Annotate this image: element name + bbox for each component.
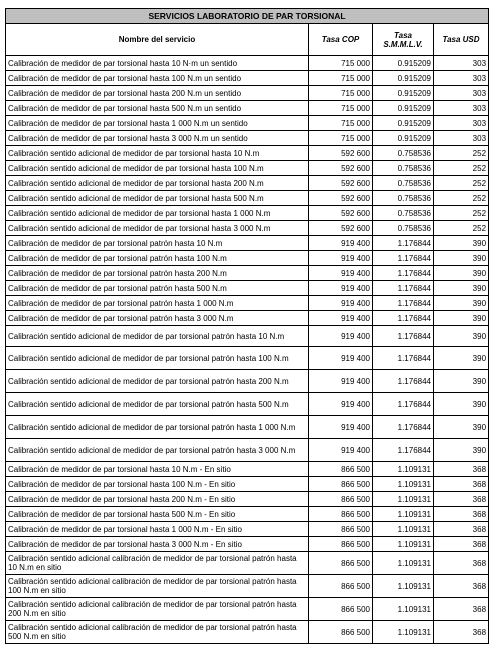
service-name-cell: Calibración sentido adicional calibración de medidor de par torsional patrón hasta 500 N.m en sitio: [6, 621, 309, 644]
rate-smmlv-cell: 0.758536: [373, 221, 434, 236]
rate-smmlv-cell: 1.176844: [373, 311, 434, 326]
service-name-cell: Calibración sentido adicional de medidor de par torsional hasta 500 N.m: [6, 191, 309, 206]
table-row: [6, 131, 489, 146]
service-name-cell: Calibración de medidor de par torsional hasta 200 N.m - En sitio: [6, 492, 309, 507]
rate-usd-cell: 368: [434, 462, 489, 477]
service-name-cell: Calibración de medidor de par torsional hasta 500 N.m un sentido: [6, 101, 309, 116]
rate-smmlv-cell: 0.758536: [373, 176, 434, 191]
service-name-cell: Calibración sentido adicional de medidor de par torsional patrón hasta 200 N.m: [6, 370, 309, 393]
service-name-cell: Calibración de medidor de par torsional hasta 10 N·m un sentido: [6, 56, 309, 71]
table-row: [6, 621, 489, 644]
rate-smmlv-cell: 0.915209: [373, 56, 434, 71]
service-name-cell: Calibración sentido adicional de medidor de par torsional hasta 10 N.m: [6, 146, 309, 161]
table-row: [6, 236, 489, 251]
service-name-cell: Calibración sentido adicional de medidor de par torsional patrón hasta 10 N.m: [6, 326, 309, 347]
rate-usd-cell: 390: [434, 281, 489, 296]
rate-usd-cell: 368: [434, 598, 489, 621]
table-title-row: [6, 9, 489, 24]
service-name-cell: Calibración de medidor de par torsional hasta 10 N.m - En sitio: [6, 462, 309, 477]
table-row: [6, 522, 489, 537]
rate-cop-cell: 866 500: [309, 477, 373, 492]
rate-smmlv-cell: 1.176844: [373, 393, 434, 416]
rate-usd-cell: 303: [434, 56, 489, 71]
rate-smmlv-cell: 0.915209: [373, 116, 434, 131]
table-row: [6, 251, 489, 266]
table-row: [6, 311, 489, 326]
table-row: [6, 462, 489, 477]
header-rate-cop: Tasa COP: [309, 24, 373, 56]
table-row: [6, 439, 489, 462]
rate-usd-cell: 368: [434, 621, 489, 644]
service-name-cell: Calibración de medidor de par torsional hasta 200 N.m un sentido: [6, 86, 309, 101]
rate-usd-cell: 390: [434, 326, 489, 347]
rate-smmlv-cell: 1.176844: [373, 370, 434, 393]
services-table-container: [5, 8, 488, 644]
rate-usd-cell: 252: [434, 221, 489, 236]
table-row: [6, 71, 489, 86]
rate-smmlv-cell: 0.758536: [373, 191, 434, 206]
rate-usd-cell: 252: [434, 161, 489, 176]
table-row: [6, 347, 489, 370]
table-row: [6, 146, 489, 161]
table-row: [6, 161, 489, 176]
rate-cop-cell: 919 400: [309, 251, 373, 266]
rate-cop-cell: 866 500: [309, 575, 373, 598]
table-row: [6, 116, 489, 131]
table-row: [6, 281, 489, 296]
header-rate-usd: Tasa USD: [434, 24, 489, 56]
service-name-cell: Calibración sentido adicional calibración de medidor de par torsional patrón hasta 200 N.m en sitio: [6, 598, 309, 621]
rate-smmlv-cell: 1.176844: [373, 326, 434, 347]
rate-usd-cell: 390: [434, 370, 489, 393]
rate-usd-cell: 390: [434, 393, 489, 416]
rate-usd-cell: 390: [434, 311, 489, 326]
rate-usd-cell: 390: [434, 347, 489, 370]
rate-cop-cell: 866 500: [309, 598, 373, 621]
rate-usd-cell: 252: [434, 191, 489, 206]
service-name-cell: Calibración de medidor de par torsional patrón hasta 3 000 N.m: [6, 311, 309, 326]
rate-usd-cell: 390: [434, 236, 489, 251]
rate-cop-cell: 919 400: [309, 439, 373, 462]
rate-smmlv-cell: 0.758536: [373, 146, 434, 161]
rate-cop-cell: 919 400: [309, 311, 373, 326]
rate-smmlv-cell: 1.109131: [373, 552, 434, 575]
rate-usd-cell: 368: [434, 507, 489, 522]
rate-usd-cell: 303: [434, 101, 489, 116]
rate-cop-cell: 866 500: [309, 492, 373, 507]
rate-cop-cell: 715 000: [309, 116, 373, 131]
table-row: [6, 176, 489, 191]
rate-smmlv-cell: 0.915209: [373, 86, 434, 101]
service-name-cell: Calibración sentido adicional de medidor de par torsional patrón hasta 100 N.m: [6, 347, 309, 370]
rate-cop-cell: 919 400: [309, 370, 373, 393]
rate-usd-cell: 303: [434, 71, 489, 86]
table-row: [6, 206, 489, 221]
rate-smmlv-cell: 0.758536: [373, 206, 434, 221]
service-name-cell: Calibración de medidor de par torsional hasta 100 N.m un sentido: [6, 71, 309, 86]
service-name-cell: Calibración de medidor de par torsional patrón hasta 500 N.m: [6, 281, 309, 296]
service-name-cell: Calibración de medidor de par torsional patrón hasta 10 N.m: [6, 236, 309, 251]
rate-cop-cell: 866 500: [309, 552, 373, 575]
rate-cop-cell: 919 400: [309, 347, 373, 370]
rate-smmlv-cell: 1.109131: [373, 492, 434, 507]
rate-smmlv-cell: 1.109131: [373, 537, 434, 552]
table-row: [6, 575, 489, 598]
rate-usd-cell: 368: [434, 477, 489, 492]
rate-smmlv-cell: 1.176844: [373, 266, 434, 281]
rate-smmlv-cell: 1.109131: [373, 522, 434, 537]
service-name-cell: Calibración de medidor de par torsional hasta 3 000 N.m - En sitio: [6, 537, 309, 552]
rate-usd-cell: 390: [434, 296, 489, 311]
table-row: [6, 56, 489, 71]
rate-cop-cell: 866 500: [309, 507, 373, 522]
service-name-cell: Calibración de medidor de par torsional hasta 3 000 N.m un sentido: [6, 131, 309, 146]
rate-cop-cell: 919 400: [309, 416, 373, 439]
rate-smmlv-cell: 1.176844: [373, 347, 434, 370]
rate-smmlv-cell: 1.109131: [373, 598, 434, 621]
rate-usd-cell: 368: [434, 575, 489, 598]
rate-usd-cell: 390: [434, 251, 489, 266]
rate-cop-cell: 919 400: [309, 326, 373, 347]
rate-smmlv-cell: 1.109131: [373, 621, 434, 644]
rate-cop-cell: 715 000: [309, 86, 373, 101]
service-name-cell: Calibración de medidor de par torsional patrón hasta 100 N.m: [6, 251, 309, 266]
rate-usd-cell: 252: [434, 206, 489, 221]
table-row: [6, 598, 489, 621]
rate-cop-cell: 919 400: [309, 236, 373, 251]
services-table: [5, 8, 489, 644]
rate-smmlv-cell: 1.176844: [373, 296, 434, 311]
rate-smmlv-cell: 1.109131: [373, 575, 434, 598]
rate-usd-cell: 368: [434, 552, 489, 575]
table-row: [6, 537, 489, 552]
service-name-cell: Calibración sentido adicional de medidor de par torsional patrón hasta 3 000 N.m: [6, 439, 309, 462]
rate-usd-cell: 303: [434, 131, 489, 146]
rate-cop-cell: 592 600: [309, 146, 373, 161]
service-name-cell: Calibración sentido adicional de medidor de par torsional hasta 200 N.m: [6, 176, 309, 191]
rate-cop-cell: 919 400: [309, 281, 373, 296]
table-row: [6, 266, 489, 281]
rate-cop-cell: 919 400: [309, 266, 373, 281]
rate-cop-cell: 592 600: [309, 176, 373, 191]
rate-usd-cell: 368: [434, 492, 489, 507]
rate-usd-cell: 390: [434, 416, 489, 439]
table-row: [6, 507, 489, 522]
rate-smmlv-cell: 1.176844: [373, 281, 434, 296]
rate-cop-cell: 592 600: [309, 221, 373, 236]
table-row: [6, 101, 489, 116]
service-name-cell: Calibración de medidor de par torsional hasta 1 000 N.m - En sitio: [6, 522, 309, 537]
table-row: [6, 221, 489, 236]
service-name-cell: Calibración de medidor de par torsional patrón hasta 200 N.m: [6, 266, 309, 281]
table-row: [6, 492, 489, 507]
rate-cop-cell: 715 000: [309, 56, 373, 71]
table-row: [6, 370, 489, 393]
service-name-cell: Calibración de medidor de par torsional hasta 1 000 N.m un sentido: [6, 116, 309, 131]
rate-usd-cell: 390: [434, 266, 489, 281]
rate-smmlv-cell: 1.176844: [373, 236, 434, 251]
service-name-cell: Calibración sentido adicional de medidor de par torsional hasta 100 N.m: [6, 161, 309, 176]
rate-cop-cell: 919 400: [309, 393, 373, 416]
service-name-cell: Calibración sentido adicional de medidor de par torsional patrón hasta 500 N.m: [6, 393, 309, 416]
table-row: [6, 296, 489, 311]
rate-smmlv-cell: 0.915209: [373, 101, 434, 116]
table-row: [6, 86, 489, 101]
rate-cop-cell: 592 600: [309, 206, 373, 221]
rate-cop-cell: 866 500: [309, 621, 373, 644]
rate-cop-cell: 919 400: [309, 296, 373, 311]
rate-usd-cell: 303: [434, 116, 489, 131]
rate-usd-cell: 368: [434, 537, 489, 552]
rate-cop-cell: 866 500: [309, 462, 373, 477]
header-rate-smmlv: Tasa S.M.M.L.V.: [373, 24, 434, 56]
service-name-cell: Calibración sentido adicional de medidor de par torsional hasta 1 000 N.m: [6, 206, 309, 221]
service-name-cell: Calibración de medidor de par torsional hasta 100 N.m - En sitio: [6, 477, 309, 492]
table-row: [6, 326, 489, 347]
rate-cop-cell: 715 000: [309, 71, 373, 86]
service-name-cell: Calibración sentido adicional de medidor de par torsional patrón hasta 1 000 N.m: [6, 416, 309, 439]
rate-smmlv-cell: 1.109131: [373, 507, 434, 522]
table-row: [6, 393, 489, 416]
rate-usd-cell: 252: [434, 176, 489, 191]
rate-usd-cell: 368: [434, 522, 489, 537]
table-row: [6, 477, 489, 492]
rate-smmlv-cell: 1.109131: [373, 477, 434, 492]
service-name-cell: Calibración de medidor de par torsional patrón hasta 1 000 N.m: [6, 296, 309, 311]
table-body: [6, 56, 489, 644]
service-name-cell: Calibración sentido adicional calibración de medidor de par torsional patrón hasta 100 N.m en sitio: [6, 575, 309, 598]
service-name-cell: Calibración sentido adicional de medidor de par torsional hasta 3 000 N.m: [6, 221, 309, 236]
rate-usd-cell: 390: [434, 439, 489, 462]
rate-smmlv-cell: 1.176844: [373, 439, 434, 462]
rate-cop-cell: 866 500: [309, 537, 373, 552]
rate-cop-cell: 715 000: [309, 131, 373, 146]
rate-cop-cell: 592 600: [309, 191, 373, 206]
table-title: SERVICIOS LABORATORIO DE PAR TORSIONAL: [6, 9, 489, 24]
service-name-cell: Calibración sentido adicional calibración de medidor de par torsional patrón hasta 10 N.m en sitio: [6, 552, 309, 575]
rate-usd-cell: 252: [434, 146, 489, 161]
table-row: [6, 552, 489, 575]
rate-cop-cell: 592 600: [309, 161, 373, 176]
rate-usd-cell: 303: [434, 86, 489, 101]
rate-smmlv-cell: 0.758536: [373, 161, 434, 176]
rate-smmlv-cell: 1.176844: [373, 251, 434, 266]
table-row: [6, 416, 489, 439]
rate-smmlv-cell: 0.915209: [373, 131, 434, 146]
rate-smmlv-cell: 0.915209: [373, 71, 434, 86]
table-row: [6, 191, 489, 206]
table-header-row: [6, 24, 489, 56]
rate-smmlv-cell: 1.109131: [373, 462, 434, 477]
rate-cop-cell: 715 000: [309, 101, 373, 116]
header-service-name: Nombre del servicio: [6, 24, 309, 56]
service-name-cell: Calibración de medidor de par torsional hasta 500 N.m - En sitio: [6, 507, 309, 522]
rate-cop-cell: 866 500: [309, 522, 373, 537]
rate-smmlv-cell: 1.176844: [373, 416, 434, 439]
